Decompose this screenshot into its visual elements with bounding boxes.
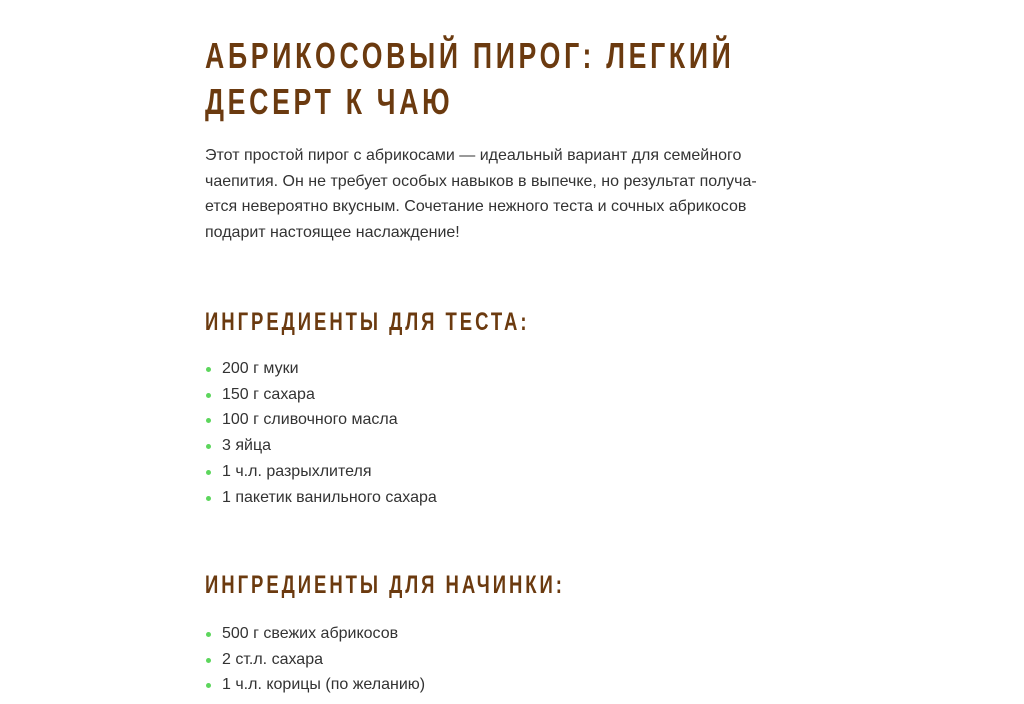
bullet-icon [206,683,211,688]
filling-ingredients-heading: ИНГРЕДИЕНТЫ ДЛЯ НАЧИНКИ: [205,571,565,599]
item-text: 500 г свежих абрикосов [222,625,399,642]
bullet-icon [206,496,211,501]
list-item [205,433,437,459]
intro-line: чаепития. Он не требует особых навыков в выпечке, но результат получа- [205,172,757,190]
bullet-icon [206,418,211,423]
intro-line: Этот простой пирог с абрикосами — идеальный вариант для семейного [205,147,742,164]
list-item [205,485,437,511]
list-item [205,459,437,485]
intro-line: ется невероятно вкусным. Сочетание нежного теста и сочных абрикосов [205,198,747,215]
item-text: 1 ч.л. корицы (по желанию) [222,676,426,694]
filling-ingredients-list [205,621,425,698]
bullet-icon [206,470,211,475]
item-text: 3 яйца [222,437,272,455]
bullet-icon [206,367,211,372]
list-item [205,407,437,433]
page-title [205,33,735,125]
item-text: 1 пакетик ванильного сахара [222,488,437,506]
title-line: АБРИКОСОВЫЙ ПИРОГ: ЛЕГКИЙ [205,35,735,76]
item-text: 2 ст.л. сахара [222,650,323,668]
item-text: 1 ч.л. разрыхлителя [222,462,372,480]
list-item [205,647,425,673]
dough-ingredients-heading: ИНГРЕДИЕНТЫ ДЛЯ ТЕСТА: [205,308,530,336]
item-text: 200 г муки [222,360,299,377]
bullet-icon [206,632,211,637]
list-item [205,672,425,698]
item-text: 150 г сахара [222,385,315,403]
intro-paragraph [205,143,757,245]
bullet-icon [206,393,211,398]
list-item [205,356,437,382]
intro-line: подарит настоящее наслаждение! [205,223,460,241]
item-text: 100 г сливочного масла [222,411,398,429]
dough-ingredients-list [205,356,437,510]
bullet-icon [206,444,211,449]
title-line: ДЕСЕРТ К ЧАЮ [205,81,454,122]
bullet-icon [206,658,211,663]
list-item [205,382,437,408]
list-item [205,621,425,647]
